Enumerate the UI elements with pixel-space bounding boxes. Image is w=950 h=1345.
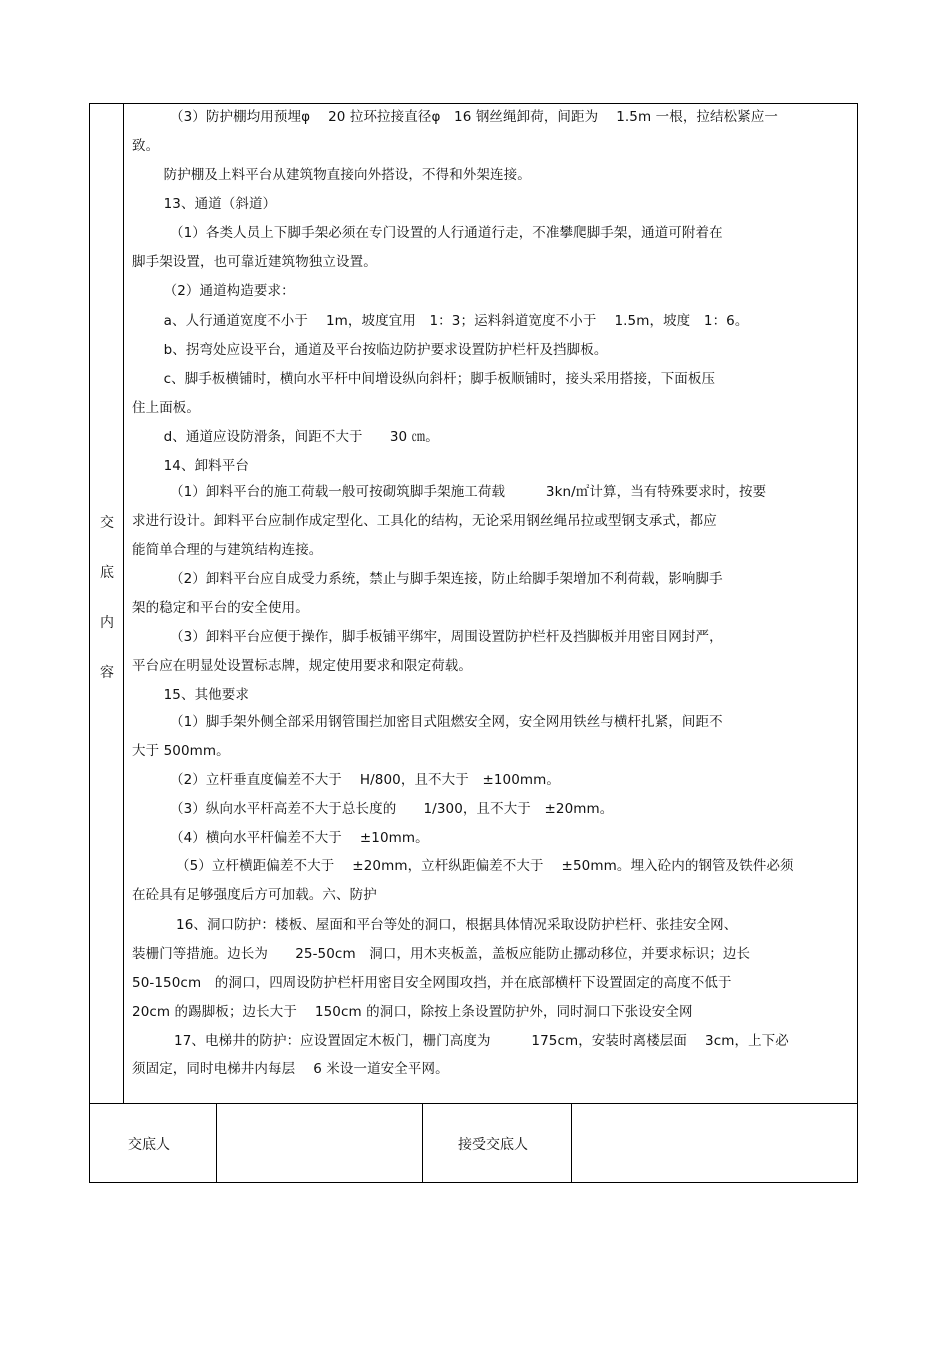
content-line: （1）各类人员上下脚手架必须在专门设置的人行通道行走，不准攀爬脚手架，通道可附着在 (170, 225, 723, 241)
content-line: 大于 500mm。 (132, 743, 230, 759)
giver-field[interactable] (217, 1104, 422, 1183)
content-line: 装栅门等措施。边长为 25-50cm 洞口，用木夹板盖，盖板应能防止挪动移位，并要求标识；边长 (132, 946, 751, 962)
content-line: （3）防护棚均用预埋φ 20 拉环拉接直径φ 16 钢丝绳卸荷，间距为 1.5m 一根，拉结松紧应一 (170, 109, 779, 125)
content-line: 14、卸料平台 (132, 458, 249, 474)
section-label-char: 底 (100, 565, 114, 581)
signature-divider-2 (422, 1103, 423, 1183)
content-line: 17、电梯井的防护：应设置固定木板门，栅门高度为 175cm，安装时离楼层面 3cm，上下必 (174, 1033, 789, 1049)
section-label-char: 交 (100, 515, 114, 531)
section-label-char: 内 (100, 615, 114, 631)
content-line: 须固定，同时电梯井内每层 6 米设一道安全平网。 (132, 1061, 449, 1077)
content-line: 致。 (132, 138, 160, 154)
receiver-field[interactable] (572, 1104, 858, 1183)
content-line: （2）立杆垂直度偏差不大于 H/800，且不大于 ±100mm。 (170, 772, 561, 788)
content-line: （1）卸料平台的施工荷载一般可按砌筑脚手架施工荷载 3kn/㎡计算，当有特殊要求时，按要 (170, 484, 767, 500)
content-line: 能简单合理的与建筑结构连接。 (132, 542, 323, 558)
content-line: （2）通道构造要求： (132, 283, 295, 299)
section-label (90, 515, 124, 715)
giver-label: 交底人 (128, 1137, 170, 1153)
content-line: （1）脚手架外侧全部采用钢管围拦加密目式阻燃安全网，安全网用铁丝与横杆扎紧，间距不 (170, 714, 723, 730)
content-line: 住上面板。 (132, 400, 200, 416)
content-line: 13、通道（斜道） (132, 196, 277, 212)
content-line: 在砼具有足够强度后方可加载。六、防护 (132, 887, 377, 903)
content-line: （3）纵向水平杆高差不大于总长度的 1/300，且不大于 ±20mm。 (170, 801, 614, 817)
content-line: 20cm 的踢脚板；边长大于 150cm 的洞口，除按上条设置防护外，同时洞口下张设安全网 (132, 1004, 693, 1020)
content-line: b、拐弯处应设平台，通道及平台按临边防护要求设置防护栏杆及挡脚板。 (132, 342, 608, 358)
content-line: 50-150cm 的洞口，四周设防护栏杆用密目安全网围攻挡，并在底部横杆下设置固定的高度不低于 (132, 975, 732, 991)
content-line: 架的稳定和平台的安全使用。 (132, 600, 309, 616)
content-line: 平台应在明显处设置标志牌，规定使用要求和限定荷载。 (132, 658, 472, 674)
content-line: 脚手架设置，也可靠近建筑物独立设置。 (132, 254, 377, 270)
content-line: c、脚手板横铺时，横向水平杆中间增设纵向斜杆；脚手板顺铺时，接头采用搭接，下面板压 (132, 371, 716, 387)
section-label-char: 容 (100, 665, 114, 681)
receiver-label: 接受交底人 (458, 1137, 528, 1153)
content-line: （5）立杆横距偏差不大于 ±20mm，立杆纵距偏差不大于 ±50mm。埋入砼内的钢管及铁件必须 (176, 858, 794, 874)
content-line: （3）卸料平台应便于操作，脚手板铺平绑牢，周围设置防护栏杆及挡脚板并用密目网封严， (170, 629, 723, 645)
content-line: a、人行通道宽度不小于 1m，坡度宜用 1：3；运料斜道宽度不小于 1.5m，坡度 1：6。 (132, 313, 749, 329)
content-line: d、通道应设防滑条，间距不大于 30 ㎝。 (132, 429, 439, 445)
content-line: 16、洞口防护：楼板、屋面和平台等处的洞口，根据具体情况采取设防护栏杆、张挂安全网、 (176, 917, 738, 933)
content-line: （4）横向水平杆偏差不大于 ±10mm。 (170, 830, 429, 846)
content-line: （2）卸料平台应自成受力系统，禁止与脚手架连接，防止给脚手架增加不利荷载，影响脚手 (170, 571, 723, 587)
content-line: 求进行设计。卸料平台应制作成定型化、工具化的结构，无论采用钢丝绳吊拉或型钢支承式，都应 (132, 513, 717, 529)
content-line: 防护棚及上料平台从建筑物直接向外搭设，不得和外架连接。 (132, 167, 531, 183)
content-line: 15、其他要求 (132, 687, 249, 703)
